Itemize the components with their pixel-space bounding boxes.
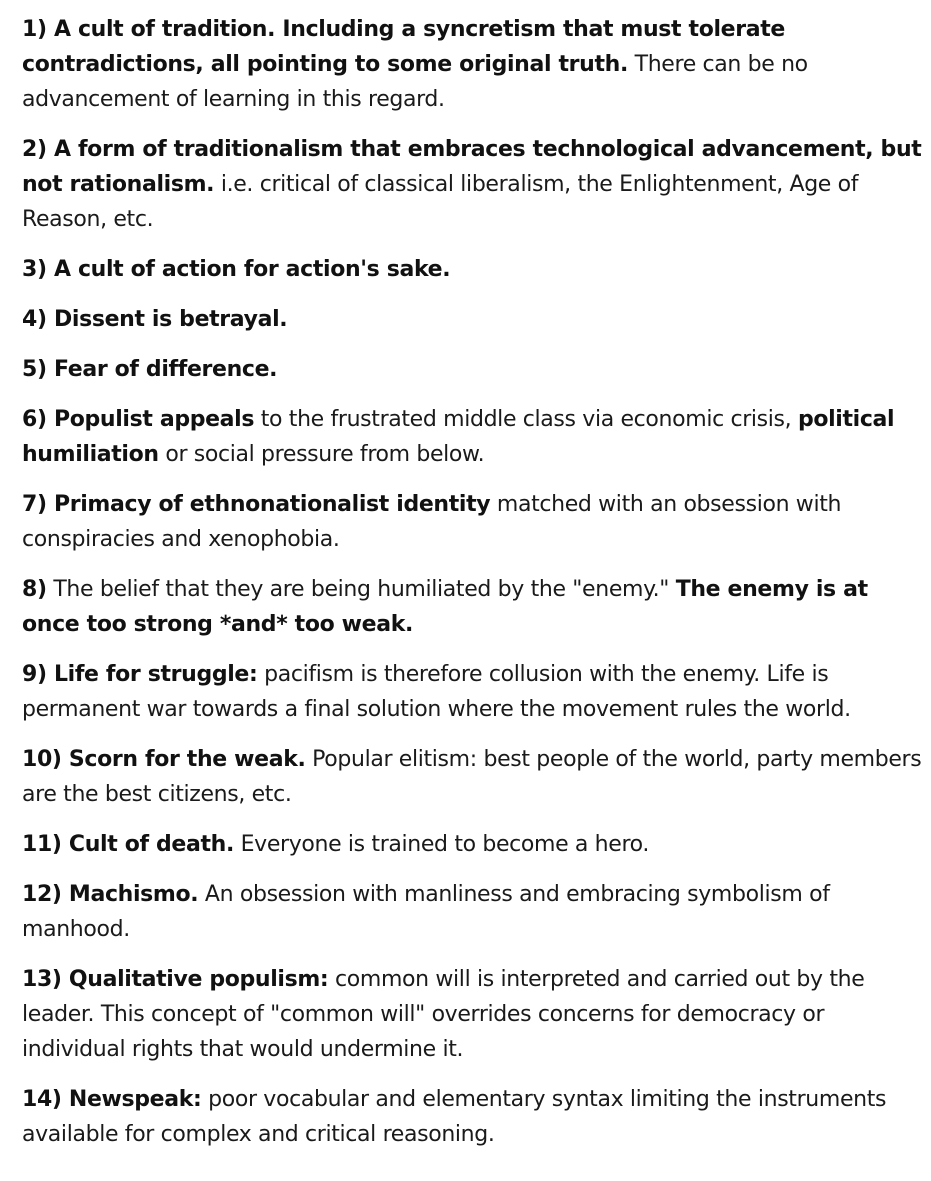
item-heading: 5) Fear of difference. xyxy=(22,357,278,382)
list-item-2 xyxy=(22,132,922,237)
list-item-5 xyxy=(22,352,922,387)
item-text: Everyone is trained to become a hero. xyxy=(233,832,650,857)
item-heading: 2) A form of traditionalism that embraces technological advancement, but not rationalism. xyxy=(22,137,922,197)
list-item-10 xyxy=(22,742,922,812)
item-heading: 12) Machismo. xyxy=(22,882,199,907)
item-text: i.e. critical of classical liberalism, the Enlightenment, Age of Reason, etc. xyxy=(22,172,859,232)
list-item-3 xyxy=(22,252,922,287)
item-text: There can be no advancement of learning in this regard. xyxy=(22,52,808,112)
list-item-6 xyxy=(22,402,922,472)
item-heading: 4) Dissent is betrayal. xyxy=(22,307,288,332)
list-item-9 xyxy=(22,657,922,727)
item-heading: 8) xyxy=(22,577,47,602)
list-item-12 xyxy=(22,877,922,947)
list-item-13 xyxy=(22,962,922,1067)
item-emphasis: political humiliation xyxy=(22,407,895,467)
document-body xyxy=(22,12,922,1167)
item-text: An obsession with manliness and embracing symbolism of manhood. xyxy=(22,882,830,942)
list-item-1 xyxy=(22,12,922,117)
item-text: common will is interpreted and carried out by the leader. This concept of "common will" overrides concerns for democracy or individual rights that would undermine it. xyxy=(22,967,865,1062)
item-text: pacifism is therefore collusion with the enemy. Life is permanent war towards a final solution where the movement rules the world. xyxy=(22,662,851,722)
item-heading: 11) Cult of death. xyxy=(22,832,234,857)
list-item-14 xyxy=(22,1082,922,1152)
item-heading: 9) Life for struggle: xyxy=(22,662,258,687)
item-text: poor vocabular and elementary syntax limiting the instruments available for complex and critical reasoning. xyxy=(22,1087,887,1147)
item-heading: 10) Scorn for the weak. xyxy=(22,747,306,772)
list-item-7 xyxy=(22,487,922,557)
list-item-11 xyxy=(22,827,922,862)
item-text: to the frustrated middle class via economic crisis, xyxy=(254,407,798,432)
item-heading: 7) Primacy of ethnonationalist identity xyxy=(22,492,491,517)
item-heading: 3) A cult of action for action's sake. xyxy=(22,257,451,282)
item-text: The belief that they are being humiliated by the "enemy." xyxy=(46,577,676,602)
item-emphasis: The enemy is at once too strong *and* too weak. xyxy=(22,577,868,637)
item-heading: 1) A cult of tradition. Including a syncretism that must tolerate contradictions, all pointing to some original truth. xyxy=(22,17,785,77)
item-heading: 6) Populist appeals xyxy=(22,407,255,432)
item-heading: 13) Qualitative populism: xyxy=(22,967,329,992)
item-text: Popular elitism: best people of the world, party members are the best citizens, etc. xyxy=(22,747,922,807)
list-item-4 xyxy=(22,302,922,337)
item-heading: 14) Newspeak: xyxy=(22,1087,202,1112)
item-text: or social pressure from below. xyxy=(158,442,485,467)
item-text: matched with an obsession with conspiracies and xenophobia. xyxy=(22,492,842,552)
list-item-8 xyxy=(22,572,922,642)
